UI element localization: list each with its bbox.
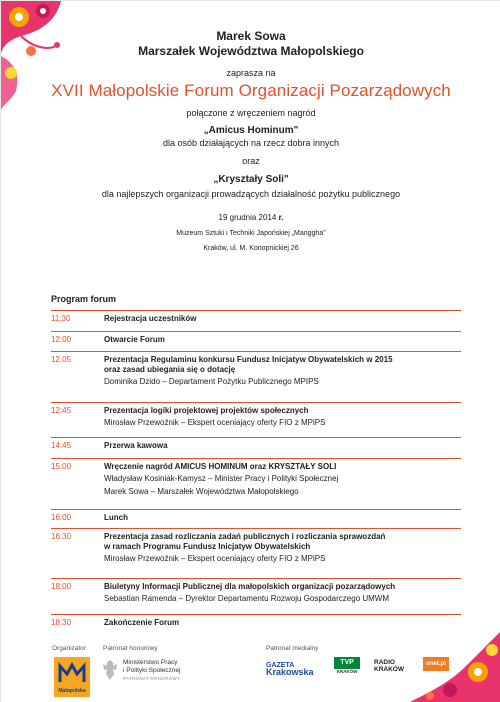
patronage-label: Patronat honorowy [103, 645, 158, 652]
program-item-time: 12.05 [51, 355, 72, 364]
program-item-speaker: Dominika Dzido – Departament Pożytku Publicznego MPIPS [104, 377, 319, 386]
program-item-content [104, 314, 464, 324]
forum-title: XVII Małopolskie Forum Organizacji Pozarządowych [51, 81, 451, 100]
combined-text: połączone z wręczeniem nagród [186, 108, 316, 118]
program-item-content [104, 582, 464, 605]
program-item-time: 12:00 [51, 335, 72, 344]
organizer-label: Organizator [52, 645, 86, 652]
program-item-content [104, 355, 464, 388]
program-divider [51, 528, 461, 529]
event-date-value: 19 grudnia 2014 [218, 213, 277, 222]
program-item-title: Otwarcie Forum [104, 335, 165, 344]
invitation-header [1, 29, 500, 252]
award-amicus-description: dla osób działających na rzecz dobra innych [162, 138, 340, 148]
gazeta-line2: Krakowska [266, 667, 314, 677]
program-item-content [104, 335, 464, 345]
program-item-title: Prezentacja zasad rozliczania zadań publicznych i rozliczania sprawozdań [104, 532, 386, 541]
program-divider [51, 437, 461, 438]
malopolska-label: Małopolska [58, 688, 86, 694]
program-item-speaker: Mirosław Przewoźnik – Ekspert oceniający oferty FIO z MPiPS [104, 418, 326, 427]
program-divider [51, 310, 461, 311]
program-item-time: 14:45 [51, 441, 72, 450]
gazeta-line1: GAZETA [266, 662, 295, 669]
program-item-title: Rejestracja uczestników [104, 314, 197, 323]
program-divider [51, 509, 461, 510]
program-item-speaker: Marek Sowa – Marszałek Województwa Małopolskiego [104, 487, 299, 496]
media-patronage-label: Patronat medialny [266, 645, 319, 652]
program-item-content [104, 618, 464, 628]
program-item-title: Biuletyny Informacji Publicznej dla małopolskich organizacji pozarządowych [104, 582, 396, 591]
program-divider [51, 614, 461, 615]
program-item-content [104, 532, 464, 565]
ministry-logo-text [123, 659, 180, 674]
ministry-patronage-text: PATRONAT HONOROWY [123, 676, 181, 681]
conjunction-text: oraz [242, 156, 260, 166]
program-item-content [104, 406, 464, 429]
program-item-title: Przerwa kawowa [104, 441, 168, 450]
program-item-time: 16:30 [51, 532, 72, 541]
program-item-speaker: Sebastian Ramenda – Dyrektor Departamentu Rozwoju Gospodarczego UMWM [104, 594, 390, 603]
radio-line1: RADIO [374, 659, 395, 666]
program-item-content [104, 441, 464, 451]
program-item-title: Lunch [104, 513, 128, 522]
program-item-time: 12:45 [51, 406, 72, 415]
program-item-title: Wręczenie nagród AMICUS HOMINUM oraz KRYSZTAŁY SOLI [104, 462, 337, 471]
program-item-speaker: Władysław Kosiniak-Kamysz – Minister Pracy i Polityki Społecznej [104, 474, 339, 483]
host-name: Marek Sowa [216, 29, 286, 43]
onet-logo: onet.pl [423, 657, 449, 671]
event-date-suffix: r. [278, 213, 284, 222]
polish-eagle-icon [101, 658, 119, 682]
program-divider [51, 402, 461, 403]
award-amicus-hominum: „Amicus Hominum" [203, 125, 299, 136]
malopolska-logo [54, 657, 90, 697]
award-krysztaly-description: dla najlepszych organizacji prowadzących działalność pożytku publicznego [101, 189, 401, 199]
program-heading: Program forum [51, 294, 117, 304]
program-item-title: Prezentacja logiki projektowej projektów społecznych [104, 406, 309, 415]
event-address: Kraków, ul. M. Konopnickiej 26 [203, 245, 299, 252]
event-venue: Muzeum Sztuki i Techniki Japońskiej „Manggha" [176, 230, 326, 237]
malopolska-m-icon [58, 662, 86, 684]
program-divider [51, 578, 461, 579]
radio-krakow-logo [374, 659, 404, 673]
ministry-line1: Ministerstwo Pracy [123, 659, 178, 666]
program-item-time: 11:30 [51, 314, 71, 323]
program-item-title: Zakończenie Forum [104, 618, 180, 627]
invite-text: zaprasza na [226, 68, 276, 78]
tvp-sub-label: KRAKÓW [336, 669, 358, 674]
gazeta-krakowska-logo [266, 662, 314, 676]
program-item-time: 16:00 [51, 513, 72, 522]
program-divider [51, 351, 461, 352]
program-item-speaker: Mirosław Przewoźnik – Ekspert oceniający oferty FIO z MPiPS [104, 554, 326, 563]
program-item-title: w ramach Programu Fundusz Inicjatyw Obywatelskich [104, 542, 311, 551]
program-item-content [104, 462, 464, 498]
tvp-krakow-logo [334, 657, 360, 675]
program-item-time: 18:00 [51, 582, 72, 591]
program-item-time: 15:00 [51, 462, 72, 471]
host-title: Marszałek Województwa Małopolskiego [138, 44, 364, 58]
radio-line2: KRAKÓW [374, 666, 404, 673]
ministry-line2: i Polityki Społecznej [123, 666, 181, 674]
program-item-content [104, 513, 464, 523]
tvp-label: TVP [334, 657, 360, 669]
award-krysztaly-soli: „Kryształy Soli" [213, 174, 289, 185]
program-item-title: Prezentacja Regulaminu konkursu Fundusz Inicjatyw Obywatelskich w 2015 [104, 355, 393, 364]
program-divider [51, 331, 461, 332]
event-date [1, 213, 500, 222]
program-divider [51, 458, 461, 459]
program-item-time: 18:30 [51, 618, 72, 627]
program-item-title: oraz zasad ubiegania się o dotację [104, 365, 236, 374]
